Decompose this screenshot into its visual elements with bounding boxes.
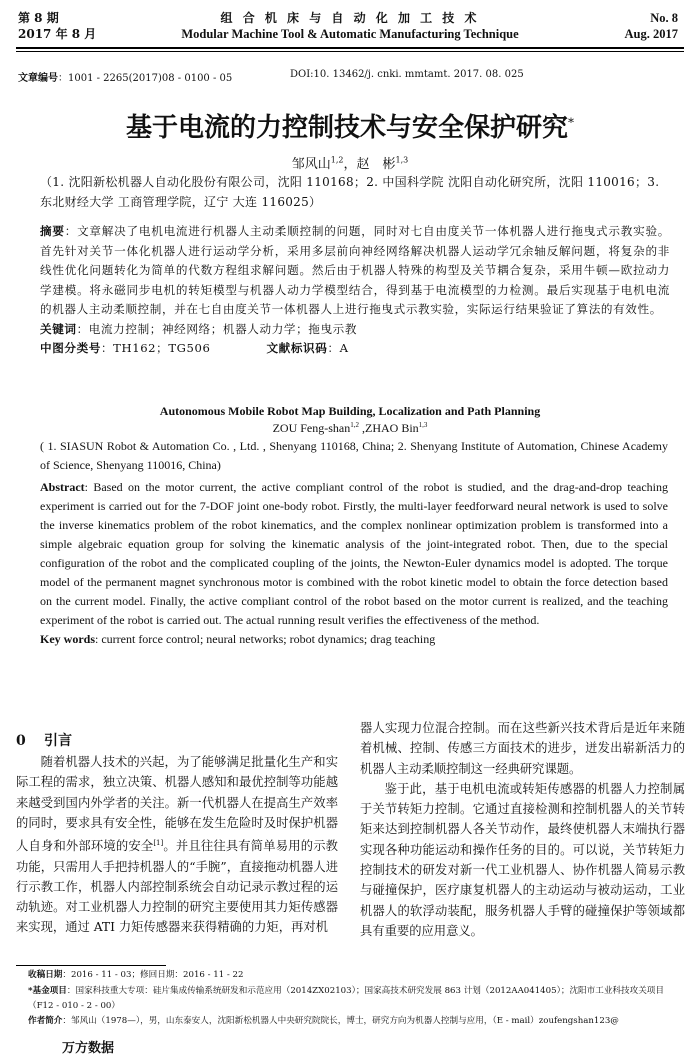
- abstract-en: [40, 478, 668, 630]
- article-number-value: ：1001 - 2265(2017)08 - 0100 - 05: [58, 73, 233, 84]
- footnote-rule: [16, 965, 166, 966]
- paper-title-zh: [0, 107, 700, 144]
- clc-label: 中图分类号: [40, 341, 101, 355]
- keywords-zh-label: 关键词: [40, 321, 77, 336]
- running-header-left: [18, 10, 96, 42]
- body-paragraph: [16, 752, 338, 938]
- author-1-zh-sup: 1,2: [330, 155, 344, 165]
- issue-date-en: Aug. 2017: [624, 27, 678, 41]
- doi: DOI:10. 13462/j. cnki. mmtamt. 2017. 08. 025: [290, 69, 524, 80]
- clc-value: ：TH162；TG506: [100, 341, 211, 355]
- received-label: 收稿日期: [28, 970, 63, 980]
- title-footnote-mark: *: [568, 115, 574, 130]
- issue-number-en: No. 8: [650, 11, 678, 25]
- fund-text: ：国家科技重大专项：硅片集成传输系统研发和示范应用（2014ZX02103）；国家高技术研究发展 863 计划（2012AA041405）；沈阳市工业科技攻关项目（F12 - 010 - 2 - 00）: [28, 986, 664, 1011]
- body-left-text-a: 随着机器人技术的兴起，为了能够满足批量化生产和实际工程的需求，独立决策、机器人感知和最优控制等功能越来越受到国内外学者的关注。新一代机器人在提高生产效率的同时，要求具有安全性，能够在发生危险时及时保护机器人自身和外部环境的安全: [16, 755, 338, 854]
- classification-line: [40, 339, 670, 359]
- author-1-en-sup: 1,2: [350, 421, 359, 429]
- header-rule-thin: [16, 51, 684, 52]
- body-paragraph: 鉴于此，基于电机电流或转矩传感器的机器人力控制属于关节转矩力控制。它通过直接检测和控制机器人的关节转矩来达到控制机器人各关节动作，最终使机器人末端执行器实现各种功能运动和操作任务的目的。可以说，关节转矩力控制技术的研发对新一代工业机器人、协作机器人简易示教与碰撞保护，医疗康复机器人的主动运动与被动运动，工业机器人的软浮动装配，服务机器人手臂的碰撞保护等领域都具有重要的应用意义。: [360, 781, 685, 938]
- section-title: 引言: [44, 733, 72, 749]
- abstract-en-label: Abstract: [40, 480, 85, 494]
- received-text: ：2016 - 11 - 03；修回日期：2016 - 11 - 22: [62, 970, 244, 980]
- author-1-zh: 邹风山: [291, 157, 331, 172]
- footnote-bio: [28, 1014, 688, 1029]
- keywords-zh: [40, 320, 670, 340]
- journal-name-en: Modular Machine Tool & Automatic Manufacturing Technique: [181, 27, 519, 41]
- abstract-zh: [40, 222, 670, 320]
- doc-code-value: ：A: [327, 341, 349, 355]
- keywords-en-label: Key words: [40, 632, 95, 646]
- bio-text: ：邹风山（1978—），男，山东泰安人，沈阳新松机器人中央研究院院长，博士，研究方向为机器人控制与应用，（E - mail）zoufengshan123@: [62, 1016, 619, 1026]
- bio-label: 作者简介: [28, 1016, 63, 1026]
- running-header-right: [625, 10, 678, 42]
- body-left-text-b: 。并且往往具有简单易用的示教功能，只需用人手把持机器人的“手腕”，直接拖动机器人进行示教工作，机器人内部控制系统会自动记录示教过程的运动轨迹。对工业机器人力控制的研究主要使用其力矩传感器来实现，通过 ATI 力矩传感器来获得精确的力矩，再对机: [16, 839, 338, 935]
- body-column-left: [16, 752, 338, 938]
- wanfang-watermark: 万方数据: [62, 1041, 115, 1056]
- journal-name-zh: 组 合 机 床 与 自 动 化 加 工 技 术: [220, 11, 480, 25]
- doc-code-label: 文献标识码: [266, 341, 328, 355]
- fund-label: *基金项目: [28, 986, 67, 996]
- body-paragraph-cont: 器人实现力位混合控制。而在这些新兴技术背后是近年来随着机械、控制、传感三方面技术的进步，迸发出崭新活力的机器人主动柔顺控制这一经典研究课题。: [360, 721, 685, 776]
- section-heading: [16, 730, 72, 750]
- author-2-en-sup: 1,3: [418, 421, 428, 429]
- abstract-zh-text: ：文章解决了电机电流进行机器人主动柔顺控制的问题，同时对七自由度关节一体机器人进行拖曳式示教实验。首先针对关节一体化机器人进行运动学分析，采用多层前向神经网络解决机器人运动学冗余轴反解问题，将复杂的非线性优化问题转化为简单的代数方程组求解问题。然后由于机器人特殊的构型及关节耦合复杂，采用牛顿—欧拉动力学建模。将永磁同步电机的转矩模型与机器人动力学模型结合，得到基于电流模型的力检测。最后实现基于电机电流的机器人主动柔顺控制，并在七自由度关节一体机器人上进行拖曳式示教实验，实际运行结果验证了算法的有效性。: [40, 224, 671, 316]
- section-number: 0: [16, 733, 26, 749]
- keywords-en: [40, 630, 668, 649]
- issue-date-zh: 2017 年 8 月: [18, 27, 97, 41]
- citation-ref: [1]: [153, 839, 164, 848]
- abstract-en-block: [40, 478, 668, 649]
- footnote-received: [28, 968, 688, 983]
- authors-zh: [0, 153, 700, 172]
- paper-title-zh-text: 基于电流的力控制技术与安全保护研究: [125, 113, 568, 143]
- author-2-en: ZHAO Bin: [364, 421, 419, 435]
- abstract-en-text: : Based on the motor current, the active compliant control of the robot is studied, and the drag-and-drop teaching experiment is carried out for the 7-DOF joint one-body robot. Firstly, the multi-layer feedforward neural network is used to solve the inverse kinematics problem of the robot kinematics, and the complex nonlinear optimization problem is transformed into a simple algebraic equation group for solving the kinematic analysis of the joint-integrated robot. Then, due to the special configuration of the robot and the complicated coupling of the joints, the Newton-Euler dynamics model is adopted. The torque model of the permanent magnet synchronous motor is combined with the robot kinetic model to obtain the force detection based on the current model. Finally, the active compliant control of the robot based on the motor current is realized, and the teaching experiment of the robot is carried out. The actual running result verifies the effectiveness of the method.: [40, 480, 668, 627]
- article-number: [18, 69, 232, 84]
- author-separator: ，: [343, 157, 357, 172]
- abstract-zh-label: 摘要: [40, 224, 65, 238]
- keywords-en-text: : current force control; neural networks; robot dynamics; drag teaching: [95, 632, 436, 646]
- abstract-zh-block: [40, 222, 670, 359]
- author-2-zh: 赵 彬: [356, 157, 396, 172]
- running-header-center: [150, 10, 550, 42]
- header-rule-thick: [16, 47, 684, 49]
- author-1-en: ZOU Feng-shan: [272, 421, 351, 435]
- issue-number-zh: 第 8 期: [18, 11, 59, 25]
- author-2-zh-sup: 1,3: [395, 155, 409, 165]
- paper-title-en: Autonomous Mobile Robot Map Building, Localization and Path Planning: [159, 404, 541, 418]
- article-number-label: 文章编号: [18, 73, 58, 84]
- affiliation-zh: （1. 沈阳新松机器人自动化股份有限公司，沈阳 110168；2. 中国科学院 沈阳自动化研究所，沈阳 110016；3. 东北财经大学 工商管理学院，辽宁 大连 116025）: [40, 175, 660, 209]
- affiliation-en: ( 1. SIASUN Robot & Automation Co. , Ltd. , Shenyang 110168, China; 2. Shenyang Institute of Automation, Chinese Academy of Science, Shenyang 110016, China): [40, 439, 668, 472]
- footnote-fund: [28, 984, 688, 1014]
- keywords-zh-text: ：电流力控制；神经网络；机器人动力学；拖曳示教: [76, 321, 358, 336]
- body-column-right: [360, 718, 685, 941]
- authors-en: ZOU Feng-shan$^{1,2}$ ,ZHAO Bin$^{1,3}$: [272, 421, 428, 435]
